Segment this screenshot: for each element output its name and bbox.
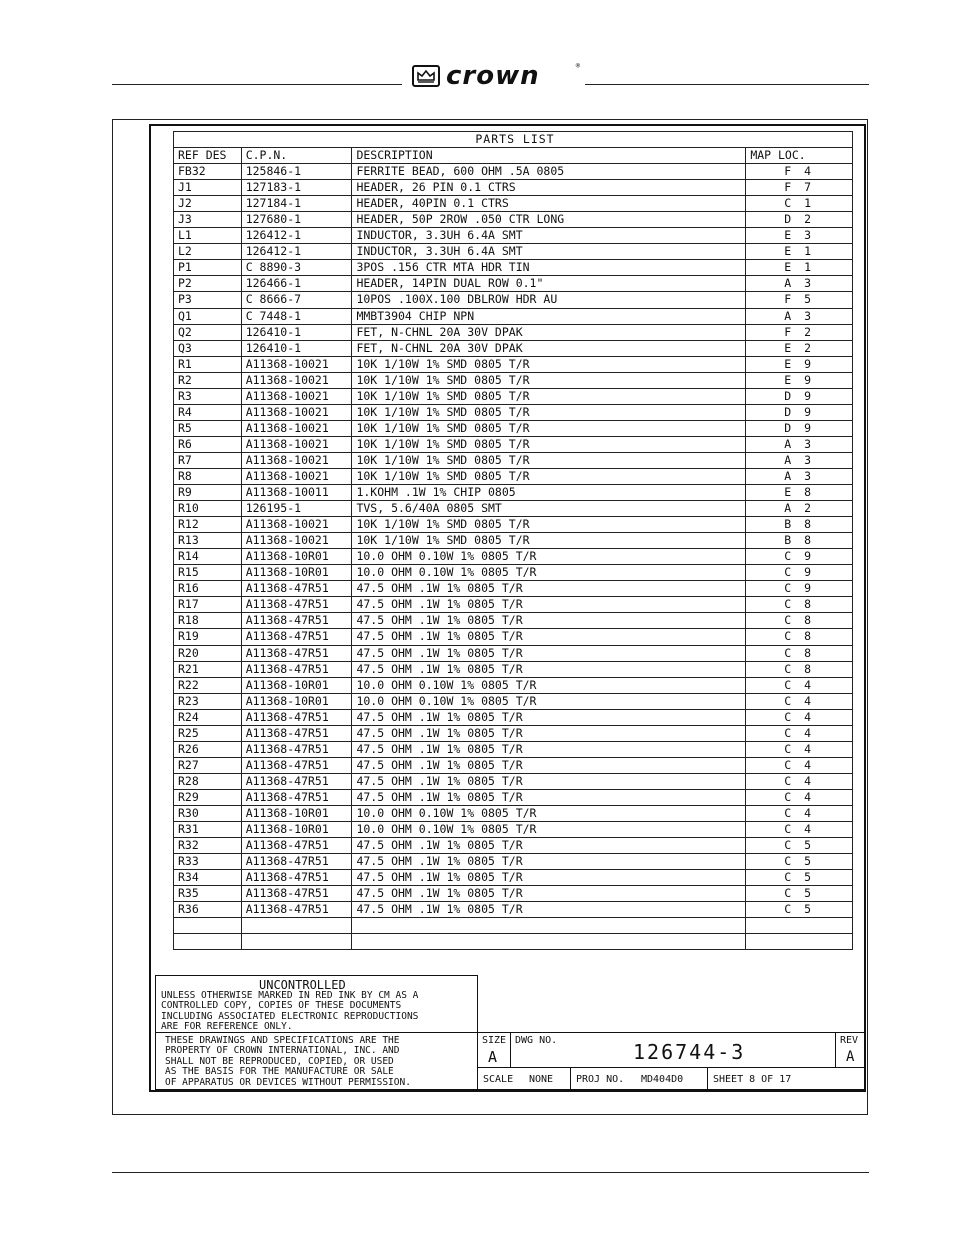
map-loc-cell: A 3 <box>746 436 853 452</box>
column-header: MAP LOC. <box>746 148 853 164</box>
ref-des-cell: R15 <box>174 565 242 581</box>
map-loc-cell: C 8 <box>746 661 853 677</box>
description-cell: 10.0 OHM 0.10W 1% 0805 T/R <box>352 805 746 821</box>
cpn-cell: A11368-10021 <box>241 388 352 404</box>
ref-des-cell: R17 <box>174 597 242 613</box>
map-loc-cell: C 8 <box>746 629 853 645</box>
table-row <box>174 180 853 196</box>
table-row <box>174 693 853 709</box>
description-cell: 47.5 OHM .1W 1% 0805 T/R <box>352 613 746 629</box>
ref-des-cell: J1 <box>174 180 242 196</box>
notice-line: ARE FOR REFERENCE ONLY. <box>161 1021 293 1033</box>
description-cell: 3POS .156 CTR MTA HDR TIN <box>352 260 746 276</box>
ref-des-cell: R9 <box>174 485 242 501</box>
cpn-cell: A11368-47R51 <box>241 661 352 677</box>
empty-row <box>174 918 853 934</box>
cpn-cell: A11368-47R51 <box>241 886 352 902</box>
cpn-cell: 126412-1 <box>241 244 352 260</box>
cpn-cell: 126410-1 <box>241 340 352 356</box>
map-loc-cell: C 8 <box>746 645 853 661</box>
table-row <box>174 308 853 324</box>
table-row <box>174 324 853 340</box>
cpn-cell: C 7448-1 <box>241 308 352 324</box>
description-cell: 47.5 OHM .1W 1% 0805 T/R <box>352 709 746 725</box>
ref-des-cell: R5 <box>174 420 242 436</box>
map-loc-cell: B 8 <box>746 517 853 533</box>
table-row <box>174 773 853 789</box>
cpn-cell: A11368-10021 <box>241 517 352 533</box>
table-row <box>174 372 853 388</box>
empty-cell <box>174 918 242 934</box>
cpn-cell: 126410-1 <box>241 324 352 340</box>
dwg-number: 126744-3 <box>633 1040 746 1064</box>
map-loc-cell: C 5 <box>746 870 853 886</box>
ref-des-cell: Q1 <box>174 308 242 324</box>
ref-des-cell: R30 <box>174 805 242 821</box>
description-cell: 10K 1/10W 1% SMD 0805 T/R <box>352 372 746 388</box>
cpn-cell: A11368-47R51 <box>241 789 352 805</box>
cpn-cell: C 8890-3 <box>241 260 352 276</box>
ref-des-cell: R6 <box>174 436 242 452</box>
header-rule-right <box>585 84 869 85</box>
ref-des-cell: R4 <box>174 404 242 420</box>
cpn-cell: A11368-10R01 <box>241 549 352 565</box>
description-cell: 10.0 OHM 0.10W 1% 0805 T/R <box>352 693 746 709</box>
map-loc-cell: A 3 <box>746 308 853 324</box>
table-row <box>174 838 853 854</box>
map-loc-cell: D 9 <box>746 404 853 420</box>
map-loc-cell: C 5 <box>746 902 853 918</box>
table-row <box>174 822 853 838</box>
crown-logo <box>412 62 580 90</box>
property-notice-box <box>155 1032 478 1090</box>
table-row <box>174 452 853 468</box>
map-loc-cell: C 5 <box>746 886 853 902</box>
description-cell: HEADER, 50P 2ROW .050 CTR LONG <box>352 212 746 228</box>
cpn-cell: A11368-47R51 <box>241 613 352 629</box>
empty-cell <box>174 934 242 950</box>
table-row <box>174 645 853 661</box>
table-row <box>174 805 853 821</box>
ref-des-cell: P1 <box>174 260 242 276</box>
map-loc-cell: C 4 <box>746 822 853 838</box>
description-cell: FET, N-CHNL 20A 30V DPAK <box>352 340 746 356</box>
ref-des-cell: Q3 <box>174 340 242 356</box>
map-loc-cell: E 1 <box>746 244 853 260</box>
map-loc-cell: C 1 <box>746 196 853 212</box>
cpn-cell: A11368-47R51 <box>241 709 352 725</box>
cpn-cell: A11368-10R01 <box>241 805 352 821</box>
ref-des-cell: R14 <box>174 549 242 565</box>
empty-cell <box>352 934 746 950</box>
map-loc-cell: C 4 <box>746 789 853 805</box>
ref-des-cell: R33 <box>174 854 242 870</box>
header-rule-left <box>112 84 402 85</box>
table-row <box>174 517 853 533</box>
column-header-row <box>174 148 853 164</box>
table-row <box>174 741 853 757</box>
rev-box <box>835 1032 866 1068</box>
ref-des-cell: L2 <box>174 244 242 260</box>
cpn-cell: 127184-1 <box>241 196 352 212</box>
brand-wordmark: crown <box>446 61 540 91</box>
cpn-cell: A11368-47R51 <box>241 773 352 789</box>
map-loc-cell: C 4 <box>746 693 853 709</box>
cpn-cell: A11368-10R01 <box>241 693 352 709</box>
description-cell: 10K 1/10W 1% SMD 0805 T/R <box>352 452 746 468</box>
description-cell: 10K 1/10W 1% SMD 0805 T/R <box>352 356 746 372</box>
table-row <box>174 789 853 805</box>
table-row <box>174 677 853 693</box>
map-loc-cell: F 4 <box>746 164 853 180</box>
column-header: DESCRIPTION <box>352 148 746 164</box>
notice-line: UNLESS OTHERWISE MARKED IN RED INK BY CM AS A <box>161 990 419 1001</box>
map-loc-cell: C 4 <box>746 741 853 757</box>
ref-des-cell: R24 <box>174 709 242 725</box>
notice-line: THESE DRAWINGS AND SPECIFICATIONS ARE THE <box>165 1035 400 1046</box>
description-cell: 10K 1/10W 1% SMD 0805 T/R <box>352 404 746 420</box>
size-value: A <box>488 1048 498 1066</box>
table-row <box>174 420 853 436</box>
empty-cell <box>746 934 853 950</box>
map-loc-cell: C 9 <box>746 581 853 597</box>
ref-des-cell: R32 <box>174 838 242 854</box>
cpn-cell: A11368-10021 <box>241 436 352 452</box>
map-loc-cell: E 2 <box>746 340 853 356</box>
ref-des-cell: R20 <box>174 645 242 661</box>
description-cell: 10K 1/10W 1% SMD 0805 T/R <box>352 517 746 533</box>
map-loc-cell: C 4 <box>746 773 853 789</box>
notice-line: CONTROLLED COPY, COPIES OF THESE DOCUMENTS <box>161 1000 402 1012</box>
notice-line: SHALL NOT BE REPRODUCED, COPIED, OR USED <box>165 1055 394 1067</box>
table-row <box>174 902 853 918</box>
map-loc-cell: D 9 <box>746 420 853 436</box>
map-loc-cell: A 3 <box>746 468 853 484</box>
map-loc-cell: C 4 <box>746 725 853 741</box>
empty-cell <box>352 918 746 934</box>
cpn-cell: 126412-1 <box>241 228 352 244</box>
table-row <box>174 292 853 308</box>
description-cell: 47.5 OHM .1W 1% 0805 T/R <box>352 902 746 918</box>
description-cell: 47.5 OHM .1W 1% 0805 T/R <box>352 725 746 741</box>
cpn-cell: A11368-47R51 <box>241 597 352 613</box>
description-cell: 10POS .100X.100 DBLROW HDR AU <box>352 292 746 308</box>
cpn-cell: A11368-47R51 <box>241 838 352 854</box>
map-loc-cell: C 4 <box>746 709 853 725</box>
description-cell: 1.KOHM .1W 1% CHIP 0805 <box>352 485 746 501</box>
ref-des-cell: R18 <box>174 613 242 629</box>
description-cell: 47.5 OHM .1W 1% 0805 T/R <box>352 838 746 854</box>
description-cell: HEADER, 14PIN DUAL ROW 0.1" <box>352 276 746 292</box>
cpn-cell: A11368-10011 <box>241 485 352 501</box>
ref-des-cell: R22 <box>174 677 242 693</box>
cpn-cell: A11368-47R51 <box>241 870 352 886</box>
map-loc-cell: C 4 <box>746 757 853 773</box>
table-row <box>174 244 853 260</box>
cpn-cell: A11368-10021 <box>241 420 352 436</box>
description-cell: 47.5 OHM .1W 1% 0805 T/R <box>352 645 746 661</box>
map-loc-cell: F 5 <box>746 292 853 308</box>
map-loc-cell: C 9 <box>746 565 853 581</box>
description-cell: FERRITE BEAD, 600 OHM .5A 0805 <box>352 164 746 180</box>
map-loc-cell: A 3 <box>746 276 853 292</box>
description-cell: TVS, 5.6/40A 0805 SMT <box>352 501 746 517</box>
ref-des-cell: L1 <box>174 228 242 244</box>
notice-line: AS THE BASIS FOR THE MANUFACTURE OR SALE <box>165 1066 394 1078</box>
map-loc-cell: E 9 <box>746 372 853 388</box>
cpn-cell: A11368-47R51 <box>241 757 352 773</box>
cpn-cell: A11368-10021 <box>241 404 352 420</box>
ref-des-cell: J3 <box>174 212 242 228</box>
map-loc-cell: D 2 <box>746 212 853 228</box>
sheet-number: SHEET 8 OF 17 <box>713 1074 792 1085</box>
cpn-cell: C 8666-7 <box>241 292 352 308</box>
notice-line: INCLUDING ASSOCIATED ELECTRONIC REPRODUCTIONS <box>161 1010 419 1022</box>
table-row <box>174 597 853 613</box>
scale-value: NONE <box>529 1074 554 1085</box>
parts-list-title: PARTS LIST <box>174 132 853 148</box>
description-cell: 47.5 OHM .1W 1% 0805 T/R <box>352 597 746 613</box>
description-cell: 47.5 OHM .1W 1% 0805 T/R <box>352 773 746 789</box>
description-cell: INDUCTOR, 3.3UH 6.4A SMT <box>352 228 746 244</box>
cpn-cell: A11368-10021 <box>241 356 352 372</box>
table-row <box>174 340 853 356</box>
description-cell: 47.5 OHM .1W 1% 0805 T/R <box>352 581 746 597</box>
registered-mark: ® <box>575 62 580 70</box>
empty-cell <box>241 918 352 934</box>
map-loc-cell: C 4 <box>746 677 853 693</box>
map-loc-cell: C 9 <box>746 549 853 565</box>
sheet-box <box>707 1067 866 1090</box>
description-cell: 47.5 OHM .1W 1% 0805 T/R <box>352 629 746 645</box>
table-row <box>174 549 853 565</box>
ref-des-cell: R13 <box>174 533 242 549</box>
map-loc-cell: F 2 <box>746 324 853 340</box>
table-row <box>174 212 853 228</box>
description-cell: HEADER, 26 PIN 0.1 CTRS <box>352 180 746 196</box>
map-loc-cell: E 3 <box>746 228 853 244</box>
table-row <box>174 565 853 581</box>
description-cell: FET, N-CHNL 20A 30V DPAK <box>352 324 746 340</box>
map-loc-cell: C 4 <box>746 805 853 821</box>
ref-des-cell: R31 <box>174 822 242 838</box>
cpn-cell: A11368-10R01 <box>241 565 352 581</box>
ref-des-cell: R2 <box>174 372 242 388</box>
cpn-cell: A11368-10R01 <box>241 822 352 838</box>
notice-line: OF APPARATUS OR DEVICES WITHOUT PERMISSION. <box>165 1076 411 1088</box>
ref-des-cell: R8 <box>174 468 242 484</box>
ref-des-cell: P3 <box>174 292 242 308</box>
table-row <box>174 757 853 773</box>
ref-des-cell: R28 <box>174 773 242 789</box>
description-cell: 10.0 OHM 0.10W 1% 0805 T/R <box>352 565 746 581</box>
cpn-cell: A11368-10021 <box>241 372 352 388</box>
cpn-cell: 126466-1 <box>241 276 352 292</box>
cpn-cell: A11368-10021 <box>241 452 352 468</box>
table-row <box>174 436 853 452</box>
description-cell: MMBT3904 CHIP NPN <box>352 308 746 324</box>
ref-des-cell: R35 <box>174 886 242 902</box>
column-header: C.P.N. <box>241 148 352 164</box>
table-row <box>174 581 853 597</box>
table-row <box>174 709 853 725</box>
description-cell: INDUCTOR, 3.3UH 6.4A SMT <box>352 244 746 260</box>
description-cell: 10.0 OHM 0.10W 1% 0805 T/R <box>352 822 746 838</box>
table-row <box>174 485 853 501</box>
scale-label: SCALE <box>483 1074 514 1085</box>
uncontrolled-box <box>155 975 478 1033</box>
proj-no-label: PROJ NO. <box>576 1074 625 1085</box>
ref-des-cell: P2 <box>174 276 242 292</box>
map-loc-cell: E 8 <box>746 485 853 501</box>
table-row <box>174 501 853 517</box>
cpn-cell: 127680-1 <box>241 212 352 228</box>
cpn-cell: 127183-1 <box>241 180 352 196</box>
rev-label: REV <box>840 1035 859 1046</box>
cpn-cell: A11368-47R51 <box>241 645 352 661</box>
size-box <box>477 1032 511 1068</box>
description-cell: 10K 1/10W 1% SMD 0805 T/R <box>352 436 746 452</box>
ref-des-cell: R10 <box>174 501 242 517</box>
ref-des-cell: J2 <box>174 196 242 212</box>
ref-des-cell: R1 <box>174 356 242 372</box>
table-row <box>174 661 853 677</box>
dwg-no-label: DWG NO. <box>515 1035 558 1046</box>
map-loc-cell: C 8 <box>746 597 853 613</box>
footer-rule <box>112 1172 869 1173</box>
table-row <box>174 725 853 741</box>
description-cell: 47.5 OHM .1W 1% 0805 T/R <box>352 661 746 677</box>
description-cell: 47.5 OHM .1W 1% 0805 T/R <box>352 854 746 870</box>
description-cell: 10.0 OHM 0.10W 1% 0805 T/R <box>352 549 746 565</box>
table-row <box>174 870 853 886</box>
table-row <box>174 404 853 420</box>
proj-no-value: MD404D0 <box>641 1074 684 1085</box>
empty-row <box>174 934 853 950</box>
table-row <box>174 629 853 645</box>
map-loc-cell: C 5 <box>746 854 853 870</box>
map-loc-cell: B 8 <box>746 533 853 549</box>
description-cell: 10K 1/10W 1% SMD 0805 T/R <box>352 468 746 484</box>
table-row <box>174 886 853 902</box>
ref-des-cell: R7 <box>174 452 242 468</box>
cpn-cell: A11368-47R51 <box>241 629 352 645</box>
ref-des-cell: R21 <box>174 661 242 677</box>
uncontrolled-title: UNCONTROLLED <box>259 978 346 992</box>
ref-des-cell: R23 <box>174 693 242 709</box>
empty-cell <box>241 934 352 950</box>
description-cell: 10K 1/10W 1% SMD 0805 T/R <box>352 533 746 549</box>
size-label: SIZE <box>482 1035 507 1046</box>
ref-des-cell: R26 <box>174 741 242 757</box>
ref-des-cell: R3 <box>174 388 242 404</box>
project-box <box>570 1067 708 1090</box>
map-loc-cell: E 1 <box>746 260 853 276</box>
cpn-cell: 125846-1 <box>241 164 352 180</box>
ref-des-cell: R12 <box>174 517 242 533</box>
table-row <box>174 260 853 276</box>
cpn-cell: A11368-10021 <box>241 468 352 484</box>
cpn-cell: A11368-47R51 <box>241 854 352 870</box>
table-row <box>174 356 853 372</box>
map-loc-cell: E 9 <box>746 356 853 372</box>
cpn-cell: A11368-10021 <box>241 533 352 549</box>
description-cell: 47.5 OHM .1W 1% 0805 T/R <box>352 870 746 886</box>
table-row <box>174 468 853 484</box>
drawing-number-box <box>510 1032 836 1068</box>
ref-des-cell: R16 <box>174 581 242 597</box>
empty-cell <box>746 918 853 934</box>
cpn-cell: A11368-47R51 <box>241 741 352 757</box>
ref-des-cell: R27 <box>174 757 242 773</box>
cpn-cell: A11368-47R51 <box>241 725 352 741</box>
ref-des-cell: FB32 <box>174 164 242 180</box>
cpn-cell: A11368-47R51 <box>241 581 352 597</box>
description-cell: 10K 1/10W 1% SMD 0805 T/R <box>352 420 746 436</box>
cpn-cell: 126195-1 <box>241 501 352 517</box>
table-row <box>174 854 853 870</box>
table-row <box>174 276 853 292</box>
ref-des-cell: R36 <box>174 902 242 918</box>
description-cell: 10K 1/10W 1% SMD 0805 T/R <box>352 388 746 404</box>
description-cell: HEADER, 40PIN 0.1 CTRS <box>352 196 746 212</box>
crown-icon <box>412 65 440 87</box>
description-cell: 47.5 OHM .1W 1% 0805 T/R <box>352 741 746 757</box>
table-row <box>174 388 853 404</box>
rev-value: A <box>846 1049 855 1065</box>
map-loc-cell: C 8 <box>746 613 853 629</box>
ref-des-cell: Q2 <box>174 324 242 340</box>
description-cell: 47.5 OHM .1W 1% 0805 T/R <box>352 789 746 805</box>
ref-des-cell: R19 <box>174 629 242 645</box>
map-loc-cell: F 7 <box>746 180 853 196</box>
table-row <box>174 196 853 212</box>
map-loc-cell: C 5 <box>746 838 853 854</box>
map-loc-cell: D 9 <box>746 388 853 404</box>
table-row <box>174 228 853 244</box>
scale-box <box>477 1067 571 1090</box>
ref-des-cell: R34 <box>174 870 242 886</box>
column-header: REF DES <box>174 148 242 164</box>
table-row <box>174 164 853 180</box>
ref-des-cell: R29 <box>174 789 242 805</box>
cpn-cell: A11368-47R51 <box>241 902 352 918</box>
cpn-cell: A11368-10R01 <box>241 677 352 693</box>
parts-list-body <box>174 164 853 950</box>
notice-line: PROPERTY OF CROWN INTERNATIONAL, INC. AND <box>165 1045 400 1057</box>
parts-list-table <box>173 131 853 950</box>
ref-des-cell: R25 <box>174 725 242 741</box>
map-loc-cell: A 3 <box>746 452 853 468</box>
table-row <box>174 533 853 549</box>
description-cell: 10.0 OHM 0.10W 1% 0805 T/R <box>352 677 746 693</box>
table-row <box>174 613 853 629</box>
map-loc-cell: A 2 <box>746 501 853 517</box>
description-cell: 47.5 OHM .1W 1% 0805 T/R <box>352 886 746 902</box>
description-cell: 47.5 OHM .1W 1% 0805 T/R <box>352 757 746 773</box>
